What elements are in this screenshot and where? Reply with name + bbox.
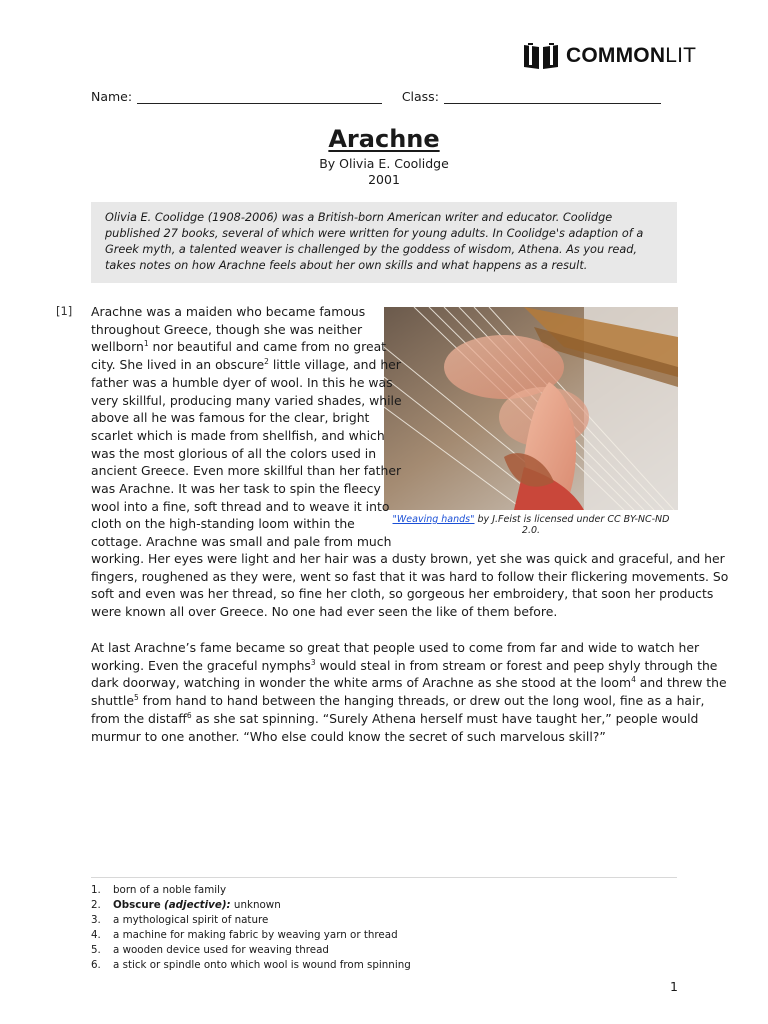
footnote-list bbox=[91, 883, 677, 973]
text-run: dark doorway, watching in wonder the white arms of Arachne as she stood at the loom bbox=[91, 675, 632, 691]
text-line bbox=[91, 657, 727, 675]
text-run: city. She lived in an obscure bbox=[91, 357, 265, 373]
text-line: ancient Greece. Even more skillful than her father bbox=[91, 463, 402, 479]
text-line: soft and even was her thread, so fine her cloth, so gorgeous her embroidery, that soon her products bbox=[91, 586, 714, 602]
footnote-item bbox=[91, 898, 677, 913]
footnote-item bbox=[91, 958, 677, 973]
footnote-text: a machine for making fabric by weaving yarn or thread bbox=[113, 929, 398, 941]
footnote-term: Obscure bbox=[113, 899, 161, 911]
text-run: little village, and her bbox=[268, 357, 401, 373]
text-run: wellborn bbox=[91, 339, 144, 355]
footnote-part-of-speech: (adjective): bbox=[164, 899, 231, 911]
text-line bbox=[91, 674, 727, 692]
paragraph-1-wide bbox=[91, 550, 728, 621]
footnote-ref-5[interactable]: 5 bbox=[133, 692, 139, 702]
text-line: murmur to one another. “Who else could know the secret of such marvelous skill?” bbox=[91, 728, 606, 744]
open-book-icon bbox=[522, 42, 560, 70]
intro-box: Olivia E. Coolidge (1908-2006) was a British-born American writer and educator. Coolidge published 27 books, several of which were written for young adults. In Coolidge's adaption of a Greek myth, a talented weaver is challenged by the goddess of wisdom, Athena. As you read, takes notes on how Arachne feels about her own skills and what happens as a result. bbox=[91, 202, 677, 283]
footnote-text: born of a noble family bbox=[113, 884, 227, 896]
text-run: nor beautiful and came from no great bbox=[148, 339, 387, 355]
footnote-item bbox=[91, 943, 677, 958]
article-byline: By Olivia E. Coolidge bbox=[319, 156, 449, 171]
footnote-divider bbox=[91, 877, 677, 878]
name-class-row bbox=[91, 89, 661, 104]
text-run: from hand to hand between the hanging threads, or drew out the long wool, fine as a hair, bbox=[138, 693, 705, 709]
logo-wordmark bbox=[566, 44, 696, 68]
image-caption-license: by J.Feist is licensed under CC BY-NC-ND 2.0. bbox=[474, 514, 670, 536]
footnote-number: 3. bbox=[91, 914, 101, 926]
text-line bbox=[91, 356, 402, 374]
text-line: working. Her eyes were light and her hair was a dusty brown, yet she was quick and graceful, and her bbox=[91, 551, 725, 566]
paragraph-number: [1] bbox=[56, 304, 73, 318]
footnote-text: a mythological spirit of nature bbox=[113, 914, 269, 926]
text-line: was Arachne. It was her task to spin the fleecy bbox=[91, 481, 381, 497]
article-title: Arachne bbox=[328, 125, 440, 153]
footnote-text: a wooden device used for weaving thread bbox=[113, 944, 329, 956]
paragraph-2 bbox=[91, 639, 727, 745]
logo-wordmark-bold: COMMON bbox=[566, 44, 666, 67]
footnote-number: 6. bbox=[91, 959, 101, 971]
text-line: Arachne was a maiden who became famous bbox=[91, 304, 366, 319]
text-line: throughout Greece, though she was neither bbox=[91, 321, 363, 337]
text-line: above all he was famous for the clear, bright bbox=[91, 410, 370, 426]
footnote-number: 5. bbox=[91, 944, 101, 956]
text-run: would steal in from stream or forest and peep shyly through the bbox=[315, 657, 718, 673]
footnote-number: 1. bbox=[91, 884, 101, 896]
text-line: cloth on the high-standing loom within the bbox=[91, 516, 355, 532]
text-line: cottage. Arachne was small and pale from much bbox=[91, 534, 392, 550]
footnote-item bbox=[91, 883, 677, 898]
text-run: as she sat spinning. “Surely Athena herself must have taught her,” people would bbox=[191, 710, 699, 726]
name-field[interactable] bbox=[137, 89, 382, 104]
weaving-photo-illustration bbox=[384, 307, 678, 510]
text-run: working. Even the graceful nymphs bbox=[91, 657, 311, 673]
text-line: wool into a fine, soft thread and to weave it into bbox=[91, 498, 390, 514]
weaving-hands-image bbox=[384, 307, 678, 510]
text-line: At last Arachne’s fame became so great that people used to come from far and wide to watch her bbox=[91, 640, 700, 655]
footnote-text: a stick or spindle onto which wool is wound from spinning bbox=[113, 959, 411, 971]
logo-wordmark-light: LIT bbox=[665, 44, 697, 67]
footnote-number: 2. bbox=[91, 899, 101, 911]
text-line: were known all over Greece. No one had ever seen the like of them before. bbox=[91, 604, 558, 620]
image-caption bbox=[384, 514, 678, 536]
article-year: 2001 bbox=[368, 172, 400, 187]
name-label: Name: bbox=[91, 89, 133, 104]
text-run: shuttle bbox=[91, 693, 134, 709]
image-caption-link[interactable]: "Weaving hands" bbox=[392, 514, 475, 525]
text-line: fingers, roughened as they were, went so fast that it was hard to follow their flickering movements. So bbox=[91, 568, 729, 584]
text-run: from the distaff bbox=[91, 710, 187, 726]
footnote-ref-3[interactable]: 3 bbox=[310, 657, 316, 667]
footnote-text: unknown bbox=[230, 899, 281, 911]
class-field[interactable] bbox=[444, 89, 661, 104]
footnote-ref-1[interactable]: 1 bbox=[143, 339, 149, 349]
footnote-item bbox=[91, 913, 677, 928]
text-run: and threw the bbox=[635, 675, 727, 691]
footnote-ref-4[interactable]: 4 bbox=[631, 675, 636, 685]
commonlit-logo bbox=[522, 42, 696, 70]
class-label: Class: bbox=[401, 89, 439, 104]
text-line: very skillful, producing many varied shades, while bbox=[91, 392, 402, 408]
footnote-ref-2[interactable]: 2 bbox=[264, 356, 269, 366]
text-line: father was a humble dyer of wool. In this he was bbox=[91, 374, 393, 390]
paragraph-1-narrow bbox=[91, 303, 402, 551]
text-line: was the most glorious of all the colors used in bbox=[91, 445, 377, 461]
text-line bbox=[91, 692, 727, 710]
footnote-ref-6[interactable]: 6 bbox=[186, 710, 192, 720]
text-line bbox=[91, 338, 402, 356]
text-line: scarlet which is made from shellfish, and which bbox=[91, 427, 385, 443]
page-number: 1 bbox=[670, 979, 678, 994]
footnote-item bbox=[91, 928, 677, 943]
footnote-number: 4. bbox=[91, 929, 101, 941]
text-line bbox=[91, 710, 727, 728]
